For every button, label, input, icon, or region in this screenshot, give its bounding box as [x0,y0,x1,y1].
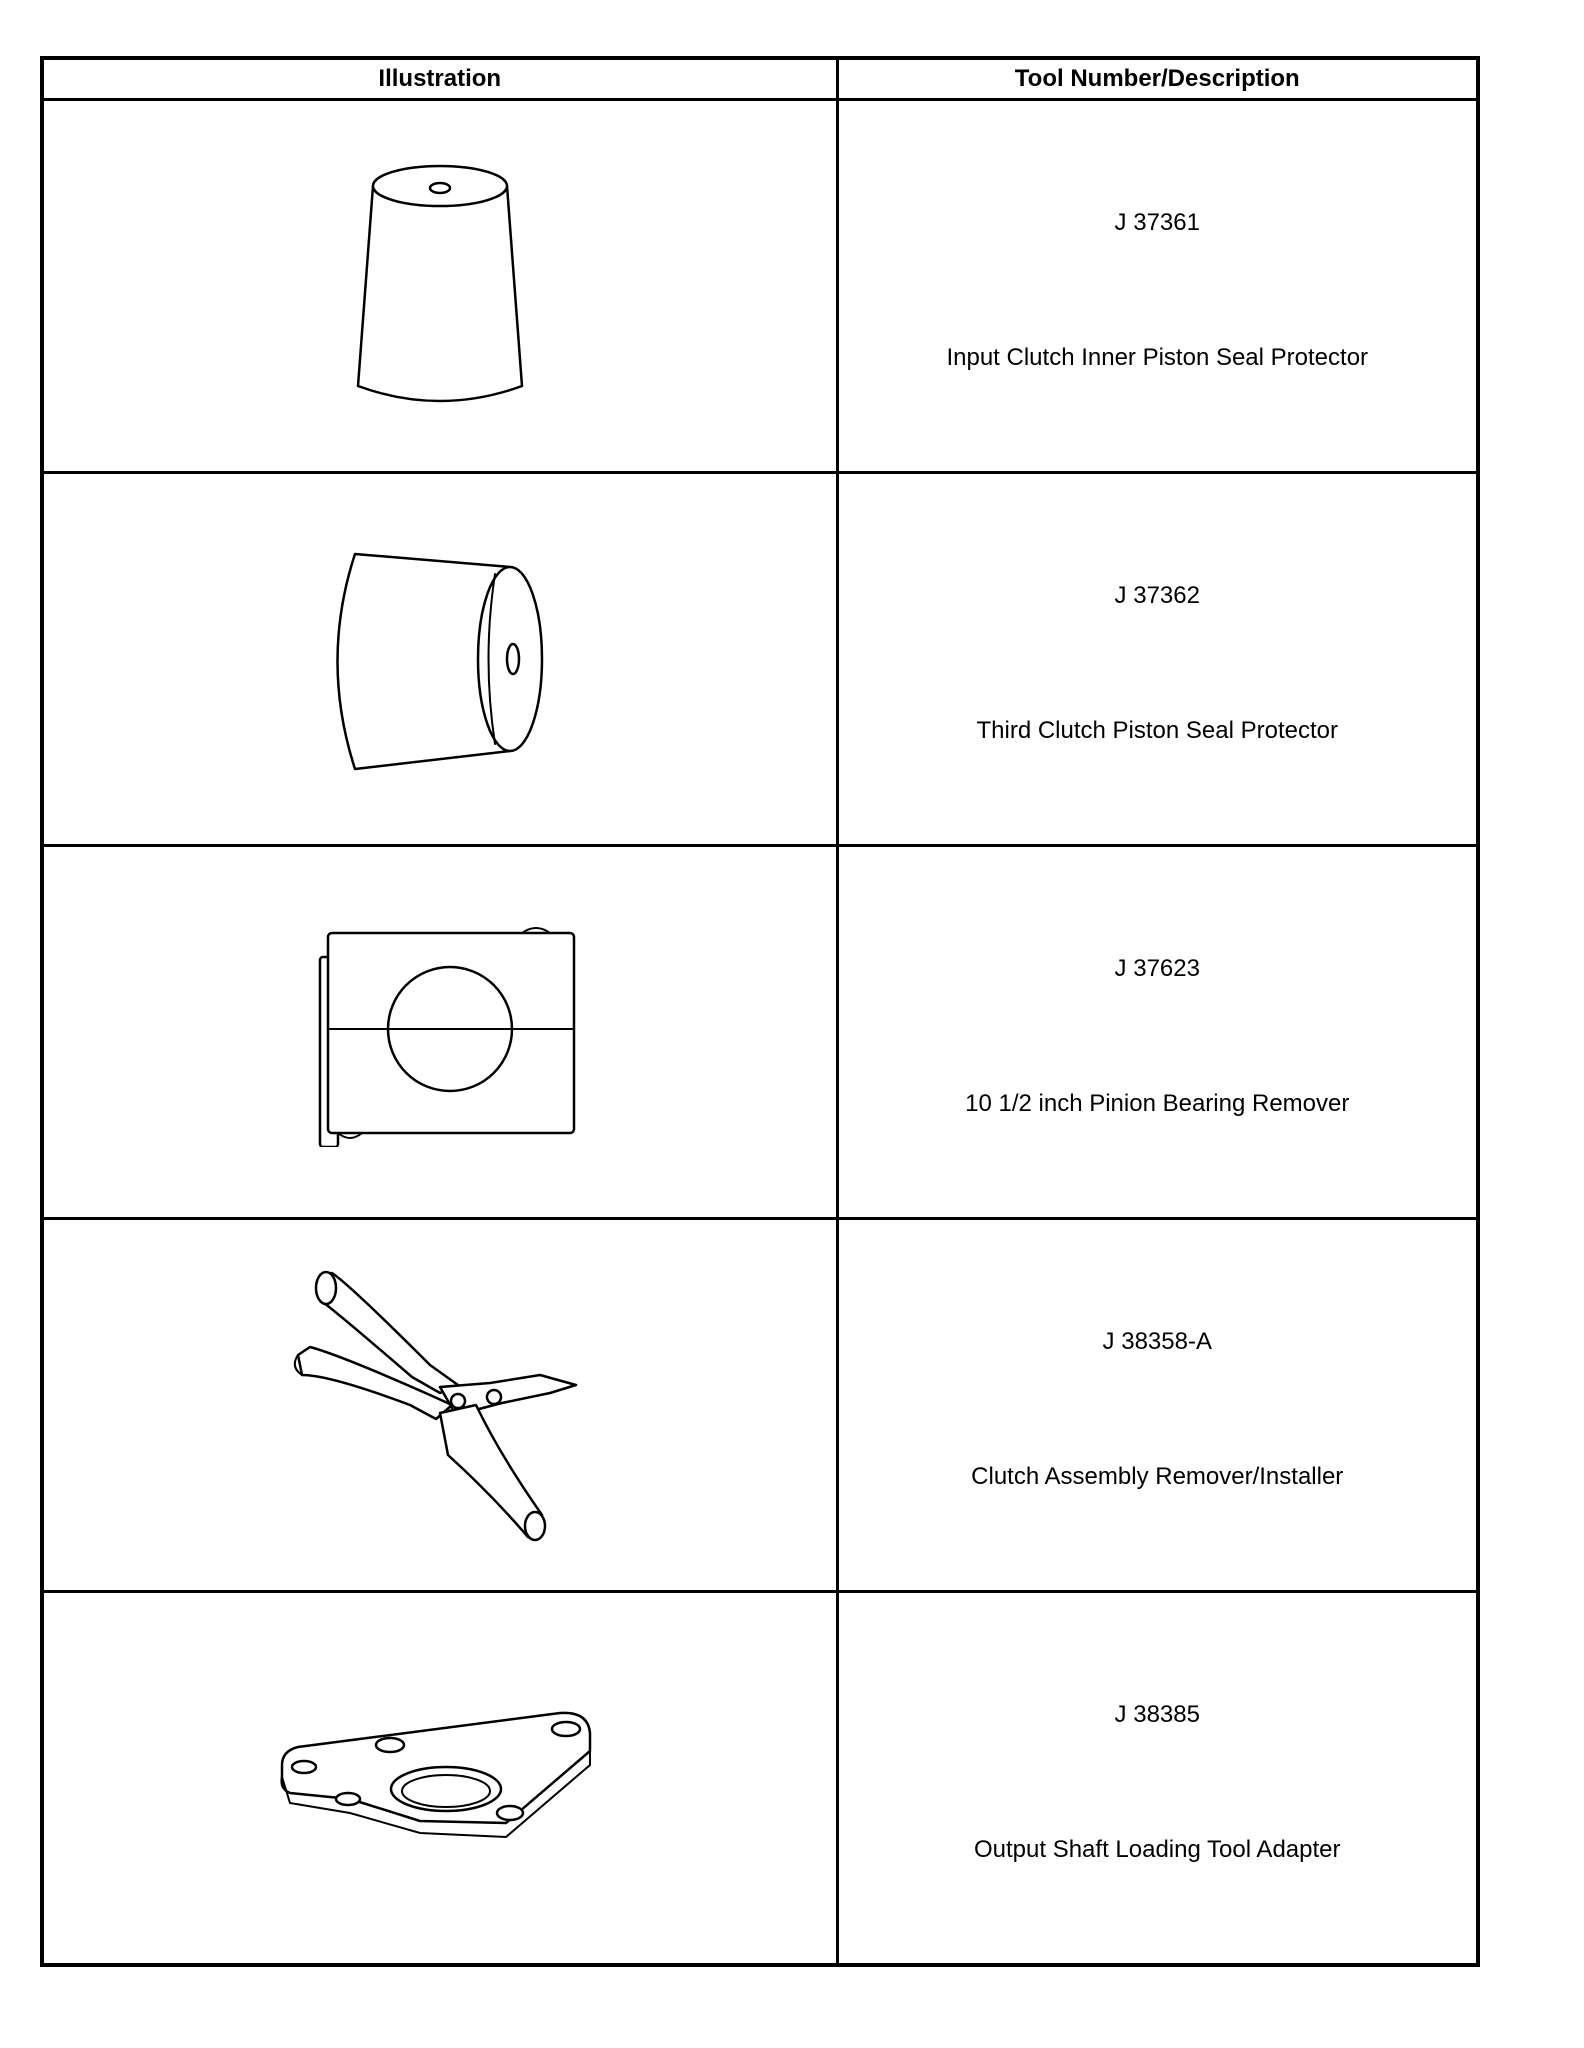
tool-number: J 37361 [1114,209,1200,236]
clutch-lifter-icon [280,1255,600,1555]
table-row [42,100,1478,473]
tool-number: J 37362 [1114,582,1200,609]
description-cell [837,1219,1478,1592]
table-row [42,473,1478,846]
table-row [42,846,1478,1219]
tool-description: Third Clutch Piston Seal Protector [976,717,1338,744]
illustration-cell [42,100,837,473]
tapered-cylinder-icon [340,146,540,426]
description-cell [837,100,1478,473]
special-tools-table [40,56,1480,1967]
table-header-row [42,58,1478,100]
illustration-cell [42,1219,837,1592]
tool-description: Input Clutch Inner Piston Seal Protector [946,344,1369,371]
tool-description: Clutch Assembly Remover/Installer [971,1463,1344,1490]
header-illustration: Illustration [42,58,837,100]
tapered-cylinder-side-icon [310,539,570,779]
tool-number: J 38358-A [1102,1328,1212,1355]
tool-description: 10 1/2 inch Pinion Bearing Remover [965,1090,1350,1117]
adapter-plate-icon [270,1693,610,1863]
illustration-cell [42,846,837,1219]
tool-number: J 38385 [1114,1701,1200,1728]
illustration-cell [42,473,837,846]
tool-number: J 37623 [1114,955,1200,982]
description-cell [837,473,1478,846]
illustration-cell [42,1592,837,1966]
header-tool-number-description: Tool Number/Description [837,58,1478,100]
description-cell [837,1592,1478,1966]
description-cell [837,846,1478,1219]
table-row [42,1219,1478,1592]
split-block-remover-icon [300,917,580,1147]
table-row [42,1592,1478,1966]
tool-description: Output Shaft Loading Tool Adapter [973,1836,1341,1863]
